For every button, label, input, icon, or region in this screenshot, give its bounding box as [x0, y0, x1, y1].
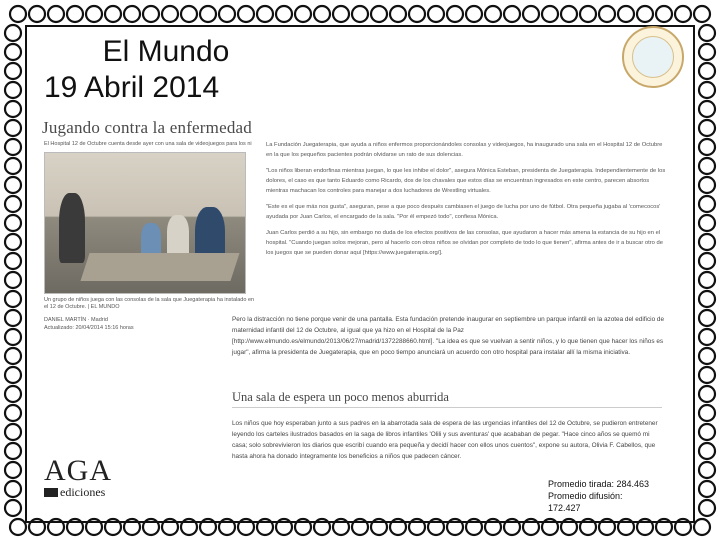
- article-photo: [44, 152, 246, 294]
- stat-distribution-label: Promedio difusión:: [548, 491, 623, 501]
- title-date: 19 Abril 2014: [44, 71, 220, 104]
- updated-timestamp: Actualizado: 20/04/2014 15:16 horas: [44, 325, 134, 331]
- author: DANIEL MARTÍN · Madrid: [44, 317, 108, 323]
- aga-ediciones-logo: [44, 456, 112, 498]
- circulation-stats: [548, 478, 678, 514]
- juegaterapia-badge-logo: [622, 26, 684, 88]
- article-subheading: Una sala de espera un poco menos aburrida: [232, 390, 662, 408]
- logo-brand: AGA: [44, 454, 112, 487]
- paragraph-6: Los niños que hoy esperaban junto a sus padres en la abarrotada sala de espera de las urgencias infantiles del 12 de Octubre, se pudieron entretener leyendo los carteles ilustrados basados en la saga de libros infantiles 'Olili y sus aventuras' que acababan de pegar. "Hace cinco años se quemó mi casa; solo sobrevivieron los diarios que escribí cuando era pequeña y decidí hacer con ellos unos cuentos", expone su autora, Olivia F. Cabellos, que hasta ahora ha donado íntegramente los beneficios a niños que padecen cáncer.: [232, 420, 658, 460]
- paragraph-2: "Los niños liberan endorfinas mientras juegan, lo que les inhibe el dolor", asegura Mónica Esteban, presidenta de Juegaterapia. Independientemente de los dolores, el caso es que tanto Eduardo como Ricardo, dos de los chavales que estos días se encuentran ingresados en este centro, parecen absortos mientras machacan los controles para manejar a dos luchadores de Wrestling virtuales.: [266, 168, 666, 194]
- title-newspaper: El Mundo: [102, 35, 230, 68]
- photo-caption: Un grupo de niños juega con las consolas de la sala que Juegaterapia ha instalado en el 12 de Octubre. | EL MUNDO: [44, 297, 255, 310]
- article-right-column: [266, 140, 668, 264]
- author-block: [44, 316, 134, 332]
- paragraph-5: Pero la distracción no tiene porque venir de una pantalla. Esta fundación pretende inaugurar en septiembre un parque infantil en la azotea del edificio de maternidad infantil del 12 de Octubre, al igual que ya hizo en el Hospital de la Paz [http://www.elmundo.es/elmundo/2013/06/27/madrid/1372288660.html]. "La idea es que se vuelvan a sentir niños, y lo que tienen que hacer los niños es jugar", afirma la presidenta de Juegaterapia, que en poco tiempo anunciará un acuerdo con otro hospital para instalar allí la misma iniciativa.: [232, 316, 665, 356]
- article-headline: Jugando contra la enfermedad: [42, 118, 252, 137]
- stat-print-run: Promedio tirada: 284.463: [548, 479, 650, 489]
- paragraph-4: Juan Carlos perdió a su hijo, sin embargo no duda de los efectos positivos de las consolas, que ayudaron a hacer más amena la estancia de su hijo en el hospital. "Cuando juegan solos mejoran, pero al hacerlo con otros niños se olvidan por completo de todo lo que tienen", afirma antes de ir a buscar otro de los juegos que se pueden donar aquí [https://www.juegaterapia.org/].: [266, 230, 663, 256]
- slide-title: [46, 34, 286, 106]
- paragraph-3: "Este es el que más nos gusta", aseguran, pese a que poco después cambiasen el juego de lucha por uno de fútbol. Otra pequeña jugaba al 'comecocos' ayudada por Juan Carlos, el encargado de la sala. "Por él empezó todo", confiesa Mónica.: [266, 204, 661, 220]
- stat-distribution-value: 172.427: [548, 503, 581, 513]
- logo-sub: ediciones: [60, 485, 106, 499]
- article-lead-caption: El Hospital 12 de Octubre cuenta desde ayer con una sala de videojuegos para los ni: [44, 141, 252, 147]
- paragraph-intro: La Fundación Juegaterapia, que ayuda a niños enfermos proporcionándoles consolas y videojuegos, ha inaugurado una sala en el Hospital 12 de Octubre en la que los pequeños pacientes podrán olvidarse un rato de sus dolencias.: [266, 142, 663, 158]
